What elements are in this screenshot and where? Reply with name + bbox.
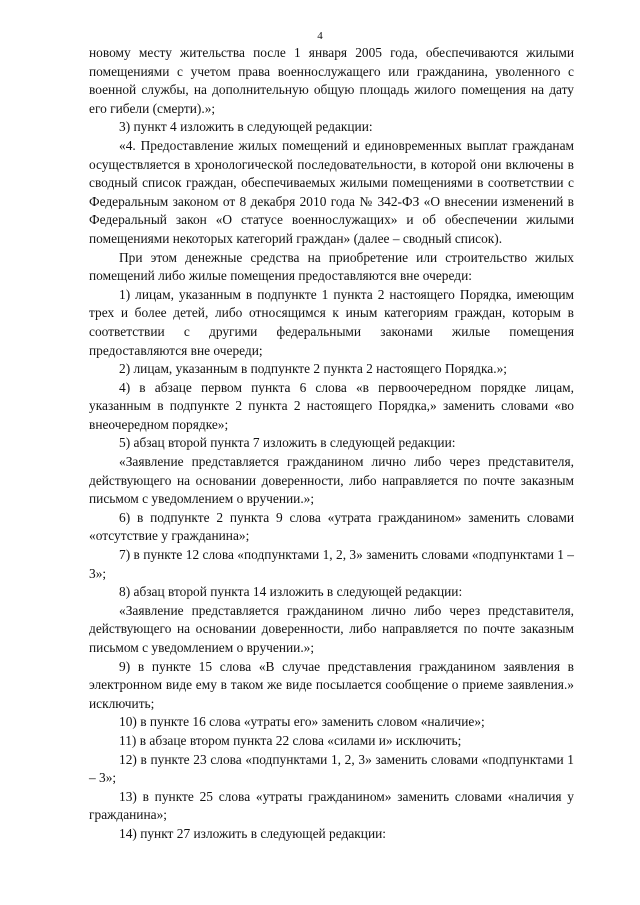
paragraph: 9) в пункте 15 слова «В случае представления гражданином заявления в электронном виде ему в таком же виде посылается сообщение о приеме заявления.» исключить; [89, 658, 574, 711]
paragraph: 8) абзац второй пункта 14 изложить в следующей редакции: [119, 584, 463, 600]
document-body [89, 44, 574, 844]
paragraph: 7) в пункте 12 слова «подпунктами 1, 2, 3» заменить словами «подпунктами 1 – 3»; [89, 547, 574, 581]
paragraph: 5) абзац второй пункта 7 изложить в следующей редакции: [119, 435, 456, 451]
paragraph: 1) лицам, указанным в подпункте 1 пункта 2 настоящего Порядка, имеющим трех и более детей, либо относящимся к иным категориям граждан, которым в соответствии с другими федеральными законами жилые помещения предоставляются вне очереди; [89, 286, 574, 358]
paragraph: 4) в абзаце первом пункта 6 слова «в первоочередном порядке лицам, указанным в подпункте 2 пункта 2 настоящего Порядка,» заменить словами «во внеочередном порядке»; [89, 379, 574, 432]
paragraph: При этом денежные средства на приобретение или строительство жилых помещений либо жилые помещения предоставляются вне очереди: [89, 249, 574, 284]
paragraph: 12) в пункте 23 слова «подпунктами 1, 2, 3» заменить словами «подпунктами 1 – 3»; [89, 751, 574, 786]
paragraph: 3) пункт 4 изложить в следующей редакции: [119, 119, 373, 135]
paragraph: 13) в пункте 25 слова «утраты гражданином» заменить словами «наличия у гражданина»; [89, 788, 574, 823]
paragraph: «Заявление представляется гражданином лично либо через представителя, действующего на основании доверенности, либо направляется по почте заказным письмом с уведомлением о вручении.»; [89, 454, 574, 507]
paragraph: 6) в подпункте 2 пункта 9 слова «утрата гражданином» заменить словами «отсутствие у гражданина»; [89, 509, 574, 544]
paragraph: новому месту жительства после 1 января 2005 года, обеспечиваются жилыми помещениями с учетом права военнослужащего или гражданина, уволенного с военной службы, на дополнительную общую площадь жилого помещения на дату его гибели (смерти).»; [89, 45, 574, 116]
paragraph: «4. Предоставление жилых помещений и единовременных выплат гражданам осуществляется в хронологической последовательности, в которой они включены в сводный список граждан, обеспечиваемых жилыми помещениями в соответствии с Федеральным законом от 8 декабря 2010 года № 342-ФЗ «О внесении изменений в Федеральный закон «О статусе военнослужащих» и об обеспечении жилыми помещениями некоторых категорий граждан» (далее – сводный список). [89, 137, 574, 246]
page-number: 4 [317, 30, 323, 42]
paragraph: «Заявление представляется гражданином лично либо через представителя, действующего на основании доверенности, либо направляется по почте заказным письмом с уведомлением о вручении.»; [89, 602, 574, 655]
paragraph: 11) в абзаце втором пункта 22 слова «силами и» исключить; [119, 732, 462, 748]
paragraph: 14) пункт 27 изложить в следующей редакции: [119, 825, 387, 841]
paragraph: 2) лицам, указанным в подпункте 2 пункта 2 настоящего Порядка.»; [119, 361, 507, 377]
paragraph: 10) в пункте 16 слова «утраты его» заменить словом «наличие»; [119, 714, 485, 730]
